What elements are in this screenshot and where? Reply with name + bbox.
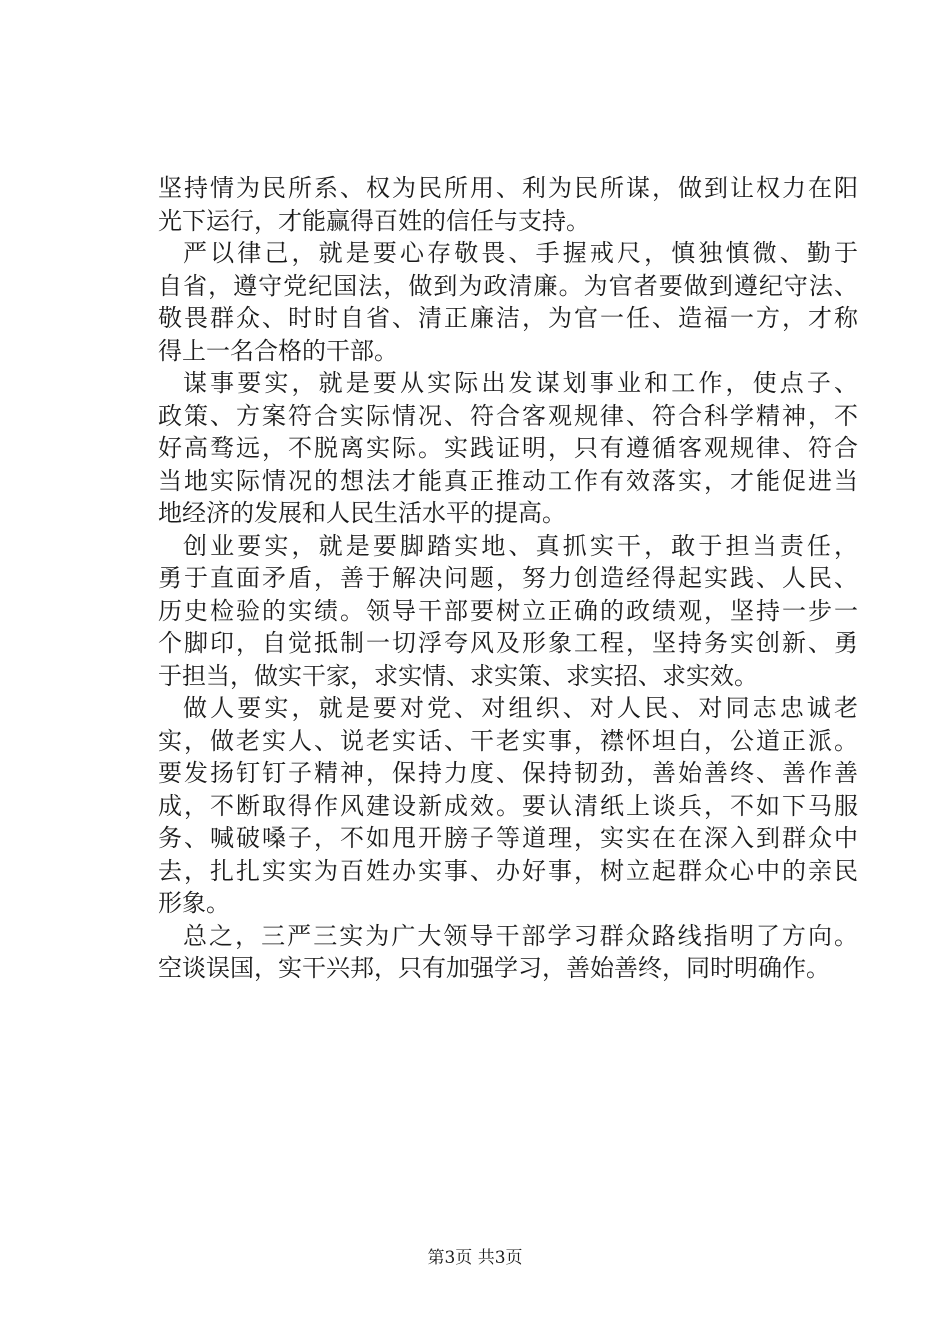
text-line: 勇于直面矛盾，善于解决问题，努力创造经得起实践、人民、 <box>158 564 858 592</box>
text-line: 实，做老实人、说老实话、干老实事，襟怀坦白，公道正派。 <box>158 726 858 755</box>
text-line: 于担当，做实干家，求实情、求实策、求实招、求实效。 <box>158 661 758 690</box>
document-body <box>158 172 858 985</box>
text-line: 务、喊破嗓子，不如甩开膀子等道理，实实在在深入到群众中 <box>158 824 858 852</box>
text-line: 空谈误国，实干兴邦，只有加强学习，善始善终，同时明确作。 <box>158 954 830 982</box>
text-line: 地经济的发展和人民生活水平的提高。 <box>158 499 566 527</box>
text-line: 好高骛远，不脱离实际。实践证明，只有遵循客观规律、符合 <box>158 434 858 462</box>
text-line: 总之，三严三实为广大领导干部学习群众路线指明了方向。 <box>183 921 858 950</box>
text-line: 历史检验的实绩。领导干部要树立正确的政绩观，坚持一步一 <box>158 596 858 625</box>
text-line: 当地实际情况的想法才能真正推动工作有效落实，才能促进当 <box>158 466 858 495</box>
text-line: 个脚印，自觉抵制一切浮夸风及形象工程，坚持务实创新、勇 <box>158 629 858 657</box>
text-line: 坚持情为民所系、权为民所用、利为民所谋，做到让权力在阳 <box>158 174 858 202</box>
text-line: 谋事要实，就是要从实际出发谋划事业和工作，使点子、 <box>183 369 858 397</box>
text-line: 去，扎扎实实为百姓办实事、办好事，树立起群众心中的亲民 <box>158 856 858 885</box>
text-line: 形象。 <box>158 889 230 917</box>
text-line: 做人要实，就是要对党、对组织、对人民、对同志忠诚老 <box>183 694 858 722</box>
text-line: 光下运行，才能赢得百姓的信任与支持。 <box>158 206 590 235</box>
text-line: 严以律己，就是要心存敬畏、手握戒尺，慎独慎微、勤于 <box>183 239 858 267</box>
text-line: 敬畏群众、时时自省、清正廉洁，为官一任、造福一方，才称 <box>158 304 858 332</box>
text-line: 得上一名合格的干部。 <box>158 336 398 365</box>
text-line: 自省，遵守党纪国法，做到为政清廉。为官者要做到遵纪守法、 <box>158 271 858 300</box>
text-line: 成，不断取得作风建设新成效。要认清纸上谈兵，不如下马服 <box>158 791 858 820</box>
page-footer: 第3页 共3页 <box>427 1248 523 1268</box>
text-line: 要发扬钉钉子精神，保持力度、保持韧劲，善始善终、善作善 <box>158 759 858 787</box>
text-line: 政策、方案符合实际情况、符合客观规律、符合科学精神，不 <box>158 401 858 430</box>
text-line: 创业要实，就是要脚踏实地、真抓实干，敢于担当责任， <box>183 531 858 560</box>
